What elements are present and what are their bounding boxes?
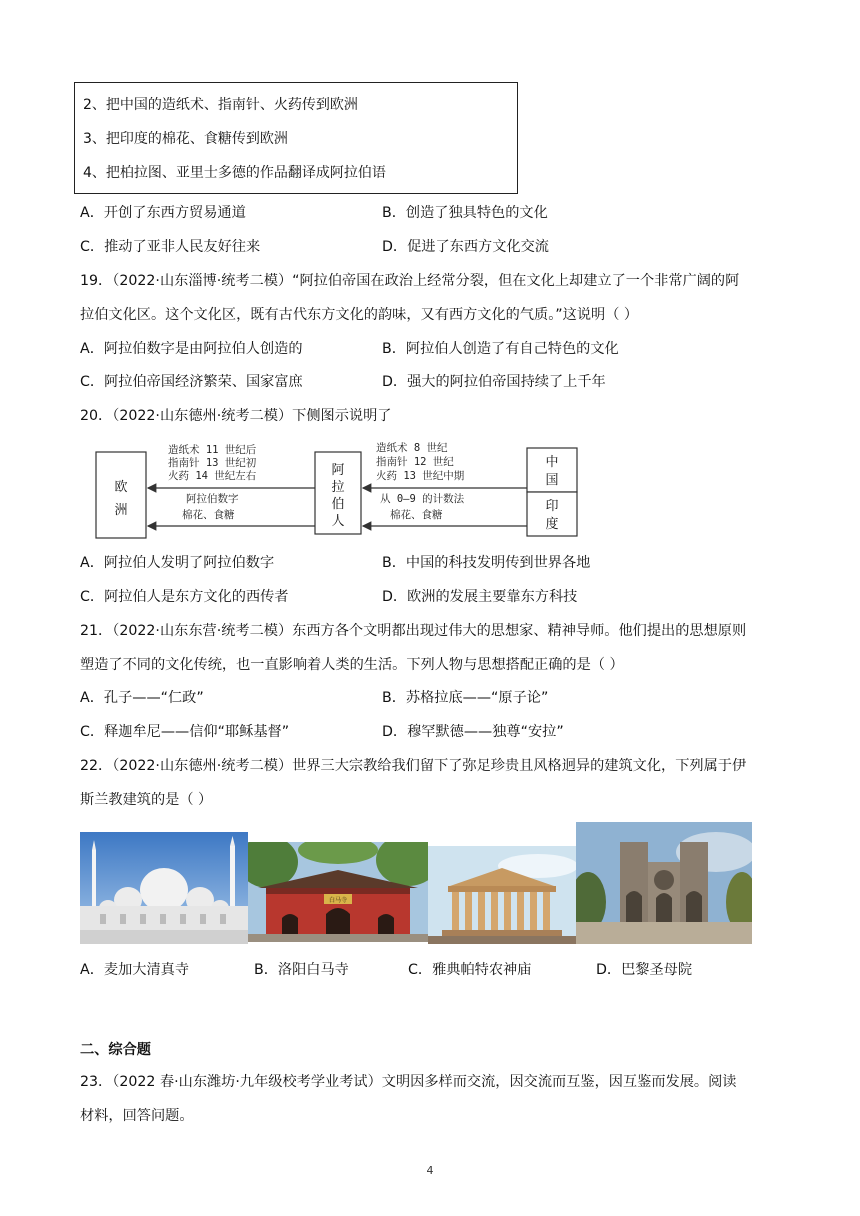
q23-stem-1: 23．（2022 春·山东潍坊·九年级校考学业考试）文明因多样而交流，因交流而互鉴，因互鉴而发展。阅读 [80, 1074, 737, 1090]
q20-option-b: B．中国的科技发明传到世界各地 [382, 555, 591, 571]
q23-stem-2: 材料，回答问题。 [80, 1108, 194, 1124]
left-bottom-line-2: 棉花、食糖 [182, 509, 235, 521]
q21-option-c: C．释迦牟尼——信仰“耶稣基督” [80, 724, 290, 740]
arab-label-2: 拉 [331, 480, 345, 495]
mosque-photo [80, 832, 248, 944]
right-bottom-line-1: 从 0—9 的计数法 [380, 493, 465, 505]
q22-option-b: B．洛阳白马寺 [254, 962, 349, 978]
white-horse-temple-photo [248, 842, 428, 942]
q21-stem-1: 21．（2022·山东东营·统考二模）东西方各个文明都出现过伟大的思想家、精神导师。他们提出的思想原则 [80, 623, 747, 639]
q20-option-c: C．阿拉伯人是东方文化的西传者 [80, 589, 289, 605]
arab-label-3: 伯 [331, 497, 345, 512]
arab-label-1: 阿 [331, 463, 345, 478]
section-title: 二、综合题 [80, 1042, 151, 1058]
china-label-2: 国 [545, 473, 559, 488]
box-line-2: 2、把中国的造纸术、指南针、火药传到欧洲 [83, 97, 358, 113]
left-bottom-line-1: 阿拉伯数字 [186, 493, 239, 505]
q20-option-a: A．阿拉伯人发明了阿拉伯数字 [80, 555, 275, 571]
left-top-line-1: 造纸术 11 世纪后 [168, 444, 257, 456]
q21-option-a: A．孔子——“仁政” [80, 690, 204, 706]
q18-option-a: A．开创了东西方贸易通道 [80, 205, 246, 221]
parthenon-photo [428, 846, 576, 944]
right-top-line-3: 火药 13 世纪中期 [376, 470, 465, 482]
q22-stem-2: 斯兰教建筑的是（ ） [80, 792, 213, 808]
q18-option-d: D．促进了东西方文化交流 [382, 239, 549, 255]
india-label-1: 印 [545, 499, 559, 514]
q21-stem-2: 塑造了不同的文化传统，也一直影响着人类的生活。下列人物与思想搭配正确的是（ ） [80, 657, 624, 673]
transmission-diagram [90, 436, 582, 540]
q19-stem-1: 19．（2022·山东淄博·统考二模）“阿拉伯帝国在政治上经常分裂，但在文化上却建立了一个非常广阔的阿 [80, 273, 740, 289]
q21-option-b: B．苏格拉底——“原子论” [382, 690, 549, 706]
q22-option-d: D．巴黎圣母院 [596, 962, 693, 978]
q19-option-b: B．阿拉伯人创造了有自己特色的文化 [382, 341, 619, 357]
q19-option-c: C．阿拉伯帝国经济繁荣、国家富庶 [80, 374, 303, 390]
q19-stem-2: 拉伯文化区。这个文化区，既有古代东方文化的韵味，又有西方文化的气质。”这说明（ ） [80, 307, 639, 323]
india-label-2: 度 [545, 517, 559, 532]
europe-box [96, 452, 146, 538]
europe-label-2: 洲 [114, 503, 128, 518]
q19-option-d: D．强大的阿拉伯帝国持续了上千年 [382, 374, 606, 390]
box-line-3: 3、把印度的棉花、食糖传到欧洲 [83, 131, 288, 147]
q18-option-b: B．创造了独具特色的文化 [382, 205, 548, 221]
right-bottom-line-2: 棉花、食糖 [390, 509, 443, 521]
q20-option-d: D．欧洲的发展主要靠东方科技 [382, 589, 578, 605]
q22-option-a: A．麦加大清真寺 [80, 962, 190, 978]
q20-stem: 20．（2022·山东德州·统考二模）下侧图示说明了 [80, 408, 392, 424]
right-top-line-2: 指南针 12 世纪 [376, 456, 454, 468]
q18-option-c: C．推动了亚非人民友好往来 [80, 239, 261, 255]
europe-label-1: 欧 [114, 480, 128, 495]
materials-box [74, 82, 518, 194]
q21-option-d: D．穆罕默德——独尊“安拉” [382, 724, 564, 740]
temple-plaque-text: 白马寺 [328, 897, 348, 904]
right-top-line-1: 造纸术 8 世纪 [376, 442, 448, 454]
left-top-line-2: 指南针 13 世纪初 [168, 457, 257, 469]
q22-option-c: C．雅典帕特农神庙 [408, 962, 532, 978]
left-top-line-3: 火药 14 世纪左右 [168, 470, 257, 482]
notre-dame-photo [576, 822, 752, 944]
arab-label-4: 人 [331, 514, 345, 529]
q22-stem-1: 22．（2022·山东德州·统考二模）世界三大宗教给我们留下了弥足珍贵且风格迥异的建筑文化，下列属于伊 [80, 758, 747, 774]
page-number: 4 [426, 1164, 434, 1177]
box-line-4: 4、把柏拉图、亚里士多德的作品翻译成阿拉伯语 [83, 165, 386, 181]
china-label-1: 中 [545, 455, 559, 470]
q19-option-a: A．阿拉伯数字是由阿拉伯人创造的 [80, 341, 303, 357]
